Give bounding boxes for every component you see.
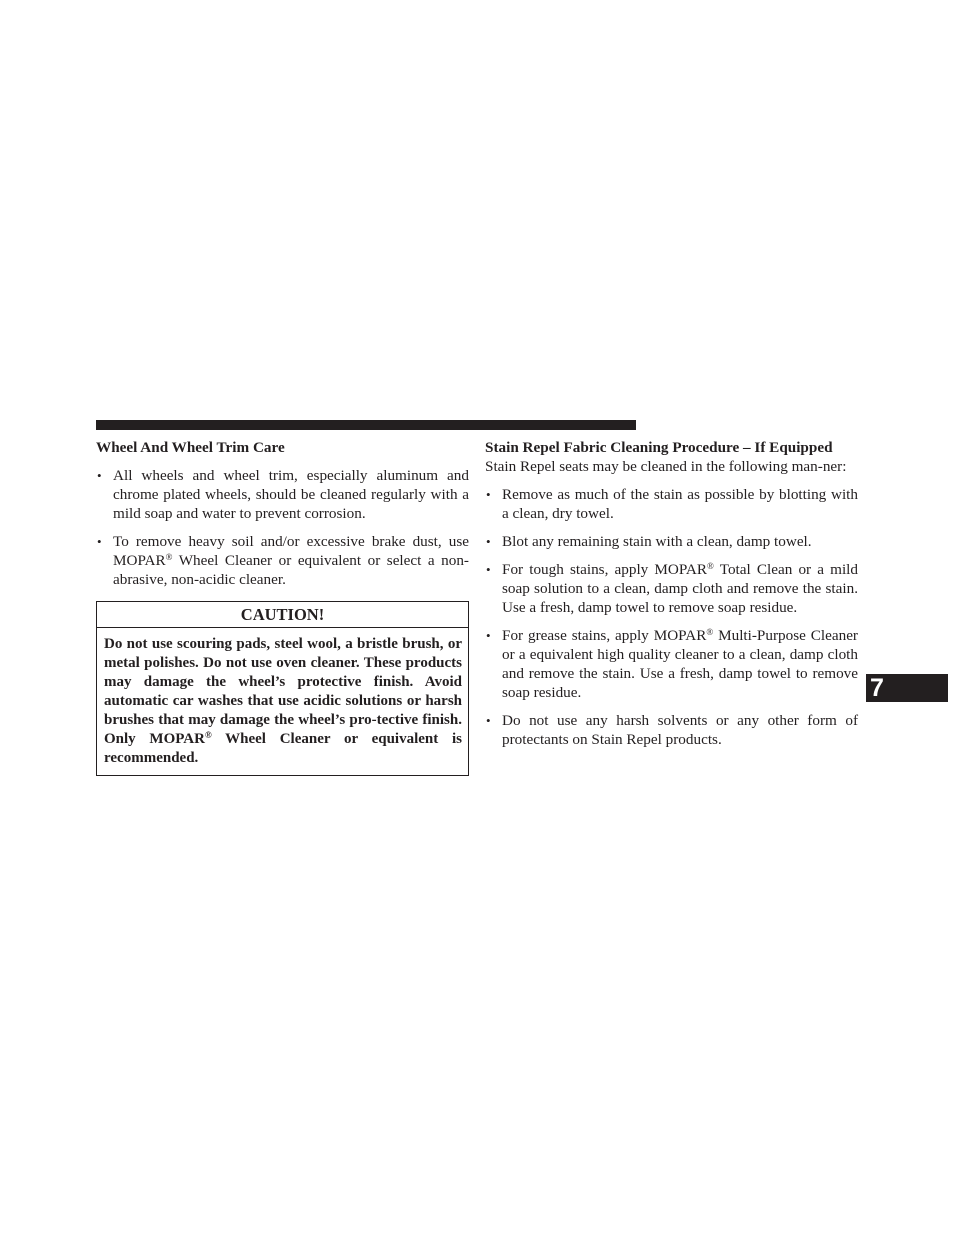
caution-box — [96, 601, 469, 776]
bullet-icon: • — [97, 534, 102, 549]
registered-mark: ® — [706, 627, 714, 637]
bullet-icon: • — [486, 628, 491, 643]
registered-mark: ® — [707, 561, 714, 571]
list-item: • For tough stains, apply MOPAR® Total Clean or a mild soap solution to a clean, damp cloth and remove the stain. Use a fresh, damp towel to remove soap residue. — [486, 561, 858, 616]
bullet-icon: • — [486, 562, 491, 577]
section-top-rule — [96, 420, 636, 430]
section-heading-wheel-care: Wheel And Wheel Trim Care — [96, 439, 285, 456]
bullet-icon: • — [486, 534, 491, 549]
list-item: • For grease stains, apply MOPAR® Multi-Purpose Cleaner or a equivalent high quality cleaner to a clean, damp cloth and remove the stain. Use a fresh, damp towel to remove soap residue. — [486, 627, 858, 701]
chapter-number: 7 — [870, 674, 884, 702]
right-column — [485, 438, 858, 749]
wheel-care-list — [96, 466, 469, 589]
list-item: • All wheels and wheel trim, especially aluminum and chrome plated wheels, should be cleaned regularly with a mild soap and water to prevent corrosion. — [97, 467, 469, 522]
bullet-icon: • — [486, 487, 491, 502]
registered-mark: ® — [165, 552, 173, 562]
caution-title: CAUTION! — [97, 602, 468, 628]
intro-paragraph: Stain Repel seats may be cleaned in the following man-ner: — [485, 458, 847, 475]
chapter-tab — [866, 674, 948, 702]
caution-text: Do not use scouring pads, steel wool, a bristle brush, or metal polishes. Do not use oven cleaner. These products may damage the wheel’s protective finish. Avoid automatic car washes that use acidic solutions or harsh brushes that may damage the wheel’s pro-tective finish. Only MOPAR® Wheel Cleaner or equivalent is recommended. — [104, 636, 462, 766]
stain-repel-list — [485, 485, 858, 749]
bullet-icon: • — [97, 468, 102, 483]
bullet-icon: • — [486, 713, 491, 728]
left-column — [96, 438, 469, 776]
section-heading-stain-repel: Stain Repel Fabric Cleaning Procedure – If Equipped — [485, 439, 833, 456]
list-item: • To remove heavy soil and/or excessive brake dust, use MOPAR® Wheel Cleaner or equivalent or select a non-abrasive, non-acidic cleaner. — [97, 533, 469, 588]
list-item: • Blot any remaining stain with a clean, damp towel. — [486, 533, 812, 550]
list-item: • Do not use any harsh solvents or any other form of protectants on Stain Repel products. — [486, 712, 858, 748]
registered-mark: ® — [204, 730, 212, 740]
list-item: • Remove as much of the stain as possible by blotting with a clean, dry towel. — [486, 486, 858, 522]
